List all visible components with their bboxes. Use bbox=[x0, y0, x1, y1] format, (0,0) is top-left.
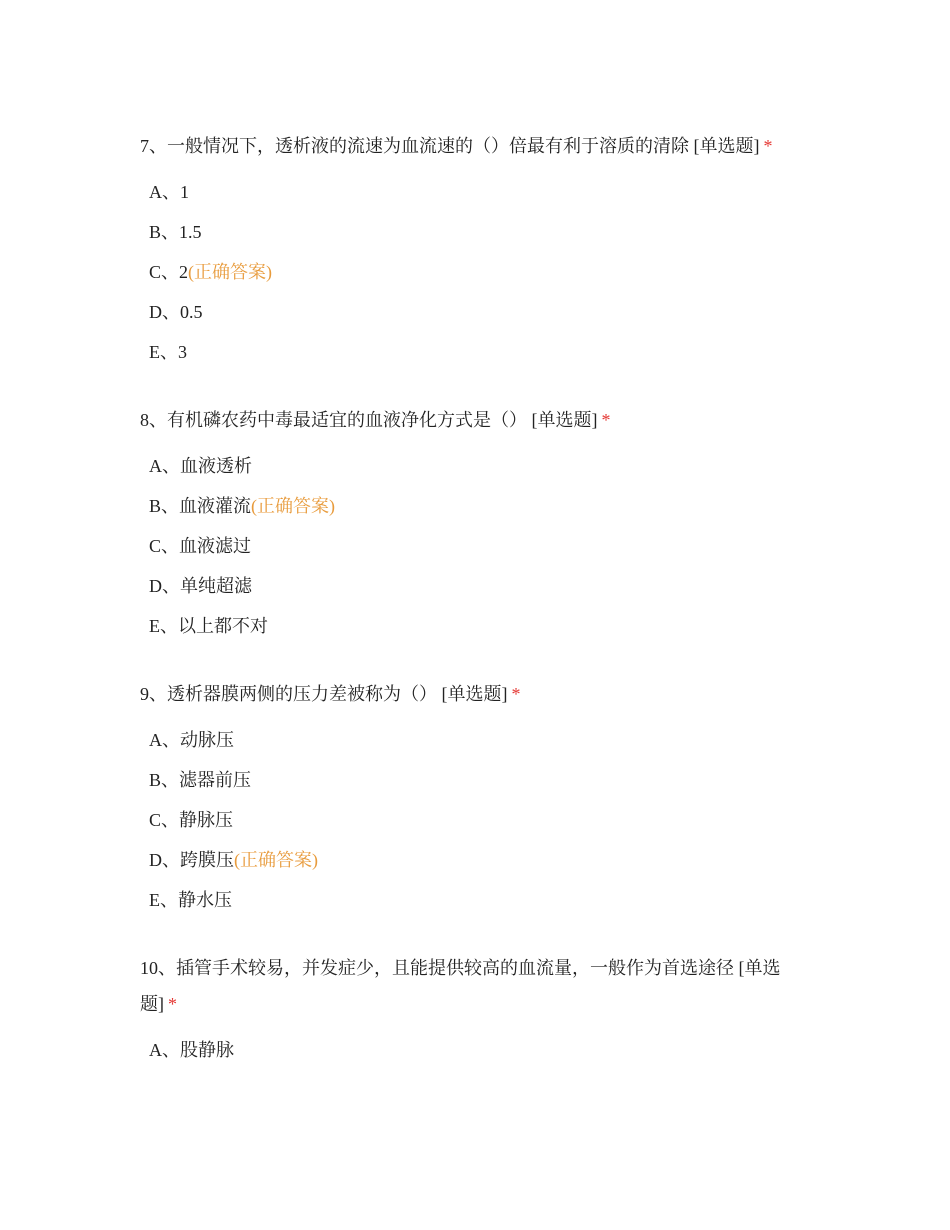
question-text: 9、透析器膜两侧的压力差被称为（） [单选题] bbox=[140, 684, 508, 704]
required-mark: * bbox=[511, 684, 521, 704]
option-c[interactable] bbox=[149, 800, 810, 840]
option-b[interactable] bbox=[149, 212, 810, 252]
option-b[interactable] bbox=[149, 760, 810, 800]
option-list bbox=[140, 172, 810, 372]
required-mark: * bbox=[168, 994, 177, 1014]
question-title bbox=[140, 676, 810, 712]
correct-answer-label: (正确答案) bbox=[234, 850, 318, 870]
option-d[interactable] bbox=[149, 566, 810, 606]
option-text: A、股静脉 bbox=[149, 1040, 234, 1060]
option-text: B、滤器前压 bbox=[149, 770, 252, 790]
question-10 bbox=[140, 950, 810, 1070]
question-7 bbox=[140, 128, 810, 372]
option-text: D、跨膜压 bbox=[149, 850, 234, 870]
option-e[interactable] bbox=[149, 606, 810, 646]
question-text: 10、插管手术较易，并发症少，且能提供较高的血流量，一般作为首选途径 [单选题] bbox=[140, 958, 781, 1014]
question-title bbox=[140, 128, 810, 164]
option-text: C、2 bbox=[149, 262, 189, 282]
option-e[interactable] bbox=[149, 332, 810, 372]
option-a[interactable] bbox=[149, 720, 810, 760]
option-list bbox=[140, 720, 810, 920]
correct-answer-label: (正确答案) bbox=[188, 262, 273, 282]
option-text: D、0.5 bbox=[149, 302, 203, 322]
option-c[interactable] bbox=[149, 252, 810, 292]
required-mark: * bbox=[601, 410, 611, 430]
option-a[interactable] bbox=[149, 446, 810, 486]
option-text: E、静水压 bbox=[149, 890, 232, 910]
question-title bbox=[140, 402, 810, 438]
option-c[interactable] bbox=[149, 526, 810, 566]
question-title bbox=[140, 950, 810, 1022]
option-text: A、动脉压 bbox=[149, 730, 234, 750]
option-text: A、1 bbox=[149, 182, 189, 202]
question-text: 8、有机磷农药中毒最适宜的血液净化方式是（） [单选题] bbox=[140, 410, 598, 430]
option-e[interactable] bbox=[149, 880, 810, 920]
option-text: E、3 bbox=[149, 342, 187, 362]
option-text: D、单纯超滤 bbox=[149, 576, 252, 596]
option-text: C、血液滤过 bbox=[149, 536, 252, 556]
option-text: C、静脉压 bbox=[149, 810, 234, 830]
option-d[interactable] bbox=[149, 292, 810, 332]
option-a[interactable] bbox=[149, 172, 810, 212]
survey-page bbox=[140, 128, 810, 1100]
required-mark: * bbox=[763, 136, 773, 156]
question-9 bbox=[140, 676, 810, 920]
option-list bbox=[140, 1030, 810, 1070]
option-text: B、血液灌流 bbox=[149, 496, 252, 516]
option-text: A、血液透析 bbox=[149, 456, 252, 476]
correct-answer-label: (正确答案) bbox=[251, 496, 336, 516]
option-list bbox=[140, 446, 810, 646]
question-text: 7、一般情况下，透析液的流速为血流速的（）倍最有利于溶质的清除 [单选题] bbox=[140, 136, 760, 156]
option-text: B、1.5 bbox=[149, 222, 202, 242]
option-b[interactable] bbox=[149, 486, 810, 526]
question-8 bbox=[140, 402, 810, 646]
option-text: E、以上都不对 bbox=[149, 616, 268, 636]
option-d[interactable] bbox=[149, 840, 810, 880]
option-a[interactable] bbox=[149, 1030, 810, 1070]
